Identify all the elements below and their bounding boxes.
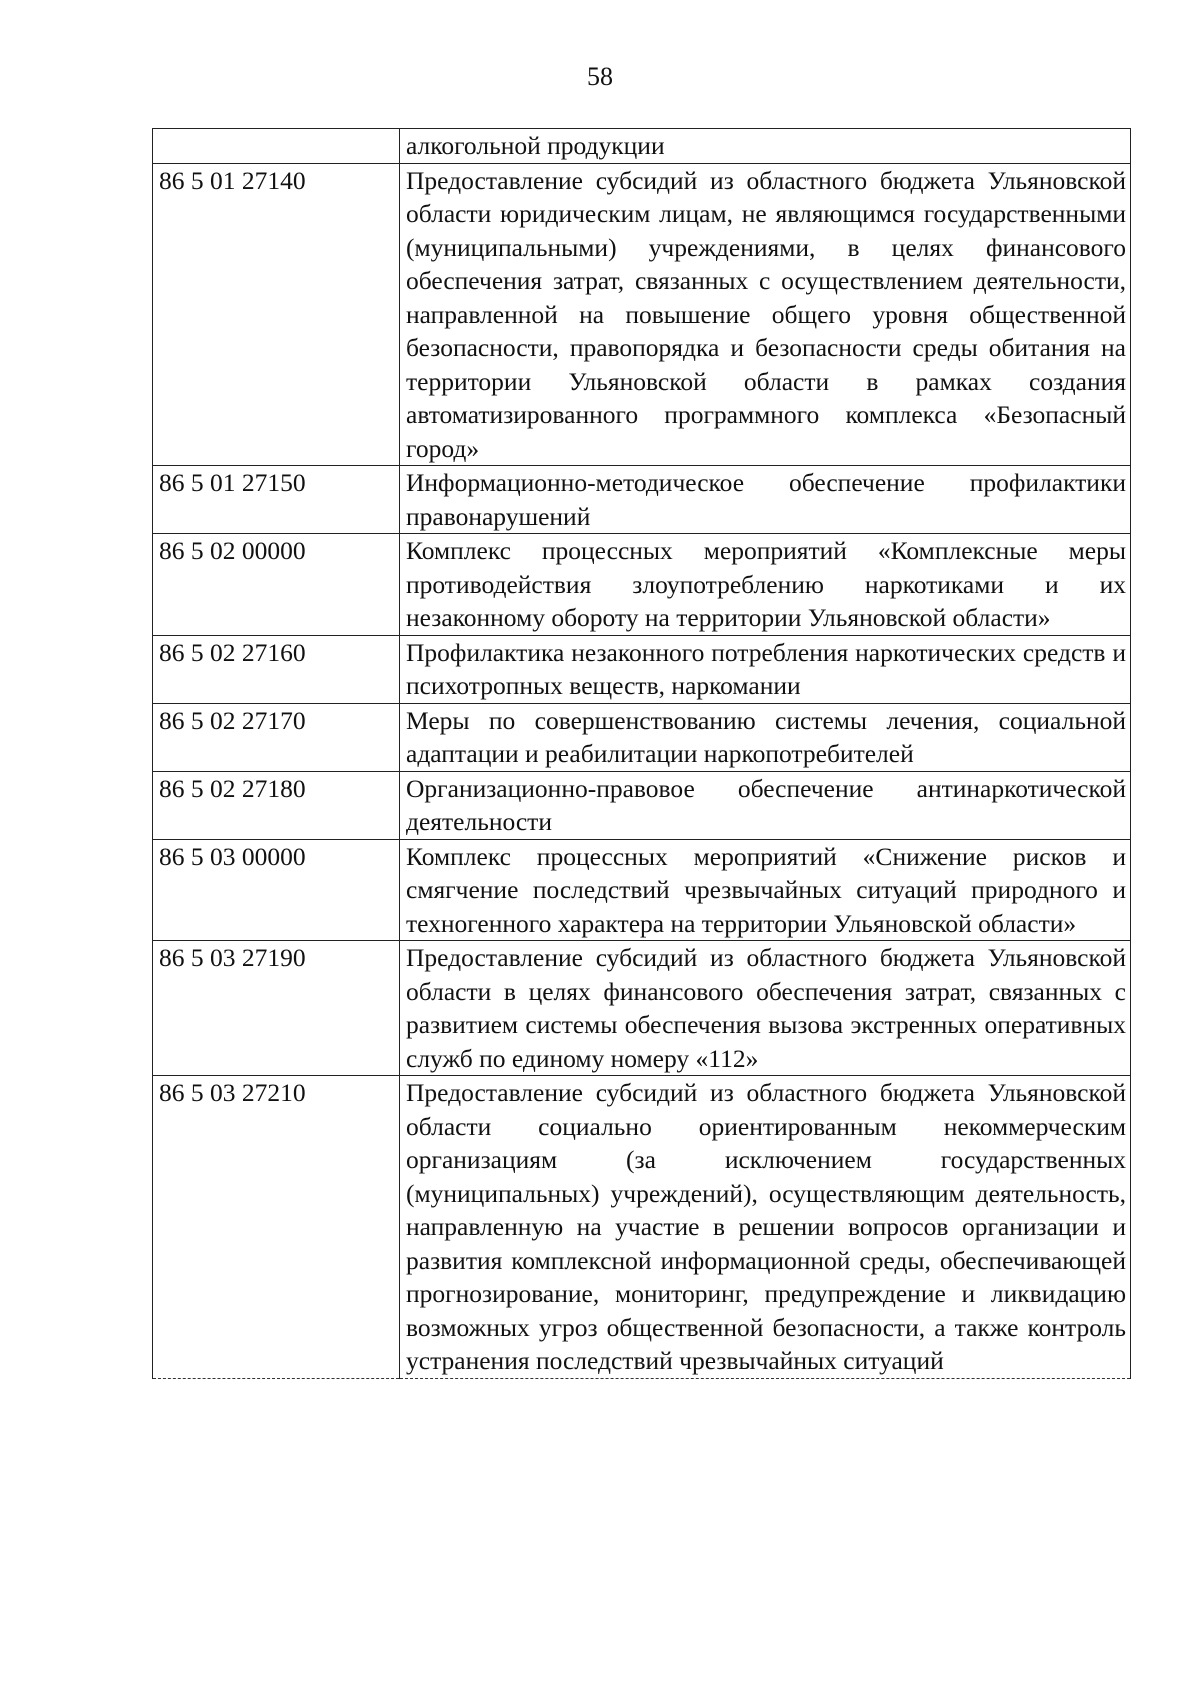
table-row (153, 163, 1131, 466)
table-row (153, 466, 1131, 534)
code-cell: 86 5 02 00000 (153, 534, 400, 636)
code-cell: 86 5 01 27150 (153, 466, 400, 534)
description-cell: Комплекс процессных мероприятий «Снижение рисков и смягчение последствий чрезвычайных ситуаций природного и техногенного характера на территории Ульяновской области» (400, 839, 1131, 941)
code-cell: 86 5 02 27170 (153, 703, 400, 771)
description-cell: алкогольной продукции (400, 129, 1131, 164)
table-row (153, 771, 1131, 839)
description-cell: Предоставление субсидий из областного бюджета Ульяновской области юридическим лицам, не являющимся государственными (муниципальными) учреждениями, в целях финансового обеспечения затрат, связанных с осуществлением деятельности, направленной на повышение общего уровня общественной безопасности, правопорядка и безопасности среды обитания на территории Ульяновской области в рамках создания автоматизированного программного комплекса «Безопасный город» (400, 163, 1131, 466)
page-number: 58 (587, 62, 613, 91)
description-cell: Меры по совершенствованию системы лечения, социальной адаптации и реабилитации наркопотребителей (400, 703, 1131, 771)
code-cell: 86 5 02 27160 (153, 635, 400, 703)
description-cell: Предоставление субсидий из областного бюджета Ульяновской области социально ориентированным некоммерческим организациям (за исключением государственных (муниципальных) учреждений), осуществляющим деятельность, направленную на участие в решении вопросов организации и развития комплексной информационной среды, обеспечивающей прогнозирование, мониторинг, предупреждение и ликвидацию возможных угроз общественной безопасности, а также контроль устранения последствий чрезвычайных ситуаций (400, 1076, 1131, 1379)
budget-code-table (152, 128, 1131, 1379)
description-cell: Предоставление субсидий из областного бюджета Ульяновской области в целях финансового обеспечения затрат, связанных с развитием системы обеспечения вызова экстренных оперативных служб по единому номеру «112» (400, 941, 1131, 1076)
description-cell: Организационно-правовое обеспечение антинаркотической деятельности (400, 771, 1131, 839)
code-cell: 86 5 03 00000 (153, 839, 400, 941)
table-row (153, 1076, 1131, 1379)
code-cell: 86 5 03 27210 (153, 1076, 400, 1379)
code-cell (153, 129, 400, 164)
table-row (153, 839, 1131, 941)
code-cell: 86 5 03 27190 (153, 941, 400, 1076)
description-cell: Комплекс процессных мероприятий «Комплексные меры противодействия злоупотреблению наркотиками и их незаконному обороту на территории Ульяновской области» (400, 534, 1131, 636)
table-row (153, 129, 1131, 164)
description-cell: Профилактика незаконного потребления наркотических средств и психотропных веществ, наркомании (400, 635, 1131, 703)
description-cell: Информационно-методическое обеспечение профилактики правонарушений (400, 466, 1131, 534)
code-cell: 86 5 02 27180 (153, 771, 400, 839)
table-row (153, 635, 1131, 703)
table-row (153, 703, 1131, 771)
table-row (153, 534, 1131, 636)
table-row (153, 941, 1131, 1076)
code-cell: 86 5 01 27140 (153, 163, 400, 466)
